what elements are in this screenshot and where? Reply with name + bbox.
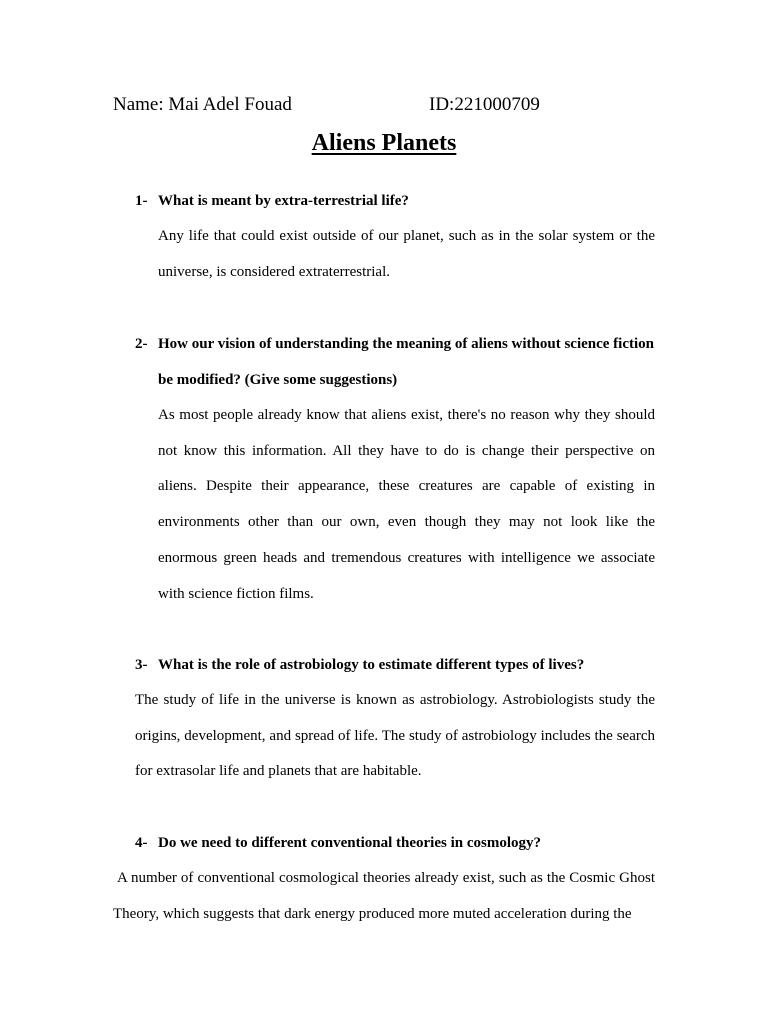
question-3	[135, 648, 655, 684]
question-4-text: Do we need to different conventional theories in cosmology?	[158, 835, 542, 851]
question-3-number: 3-	[135, 657, 148, 673]
document-title	[0, 128, 768, 158]
question-2	[135, 327, 655, 399]
answer-2: As most people already know that aliens exist, there's no reason why they should not know this information. All they have to do is change their perspective on aliens. Despite their appearance, these creatures are capable of existing in environments other than our own, even though they may not look like the enormous green heads and tremendous creatures with intelligence we associate with science fiction films.	[158, 407, 655, 602]
student-name: Name: Mai Adel Fouad	[113, 94, 292, 115]
student-id: ID:221000709	[429, 94, 540, 115]
question-1	[135, 184, 655, 220]
question-2-number: 2-	[135, 336, 148, 352]
question-2-text: How our vision of understanding the meaning of aliens without science fiction be modified? (Give some suggestions)	[158, 336, 655, 388]
question-1-number: 1-	[135, 193, 148, 209]
answer-1: Any life that could exist outside of our planet, such as in the solar system or the universe, is considered extraterrestrial.	[158, 228, 655, 280]
answer-4: A number of conventional cosmological theories already exist, such as the Cosmic Ghost Theory, which suggests that dark energy produced more muted acceleration during the	[113, 870, 655, 922]
question-4	[135, 826, 655, 862]
question-1-text: What is meant by extra-terrestrial life?	[158, 193, 409, 209]
question-4-number: 4-	[135, 835, 148, 851]
document-title-text: Aliens Planets	[311, 130, 457, 156]
question-3-text: What is the role of astrobiology to estimate different types of lives?	[158, 657, 585, 673]
answer-3: The study of life in the universe is known as astrobiology. Astrobiologists study the origins, development, and spread of life. The study of astrobiology includes the search for extrasolar life and planets that are habitable.	[135, 692, 655, 780]
